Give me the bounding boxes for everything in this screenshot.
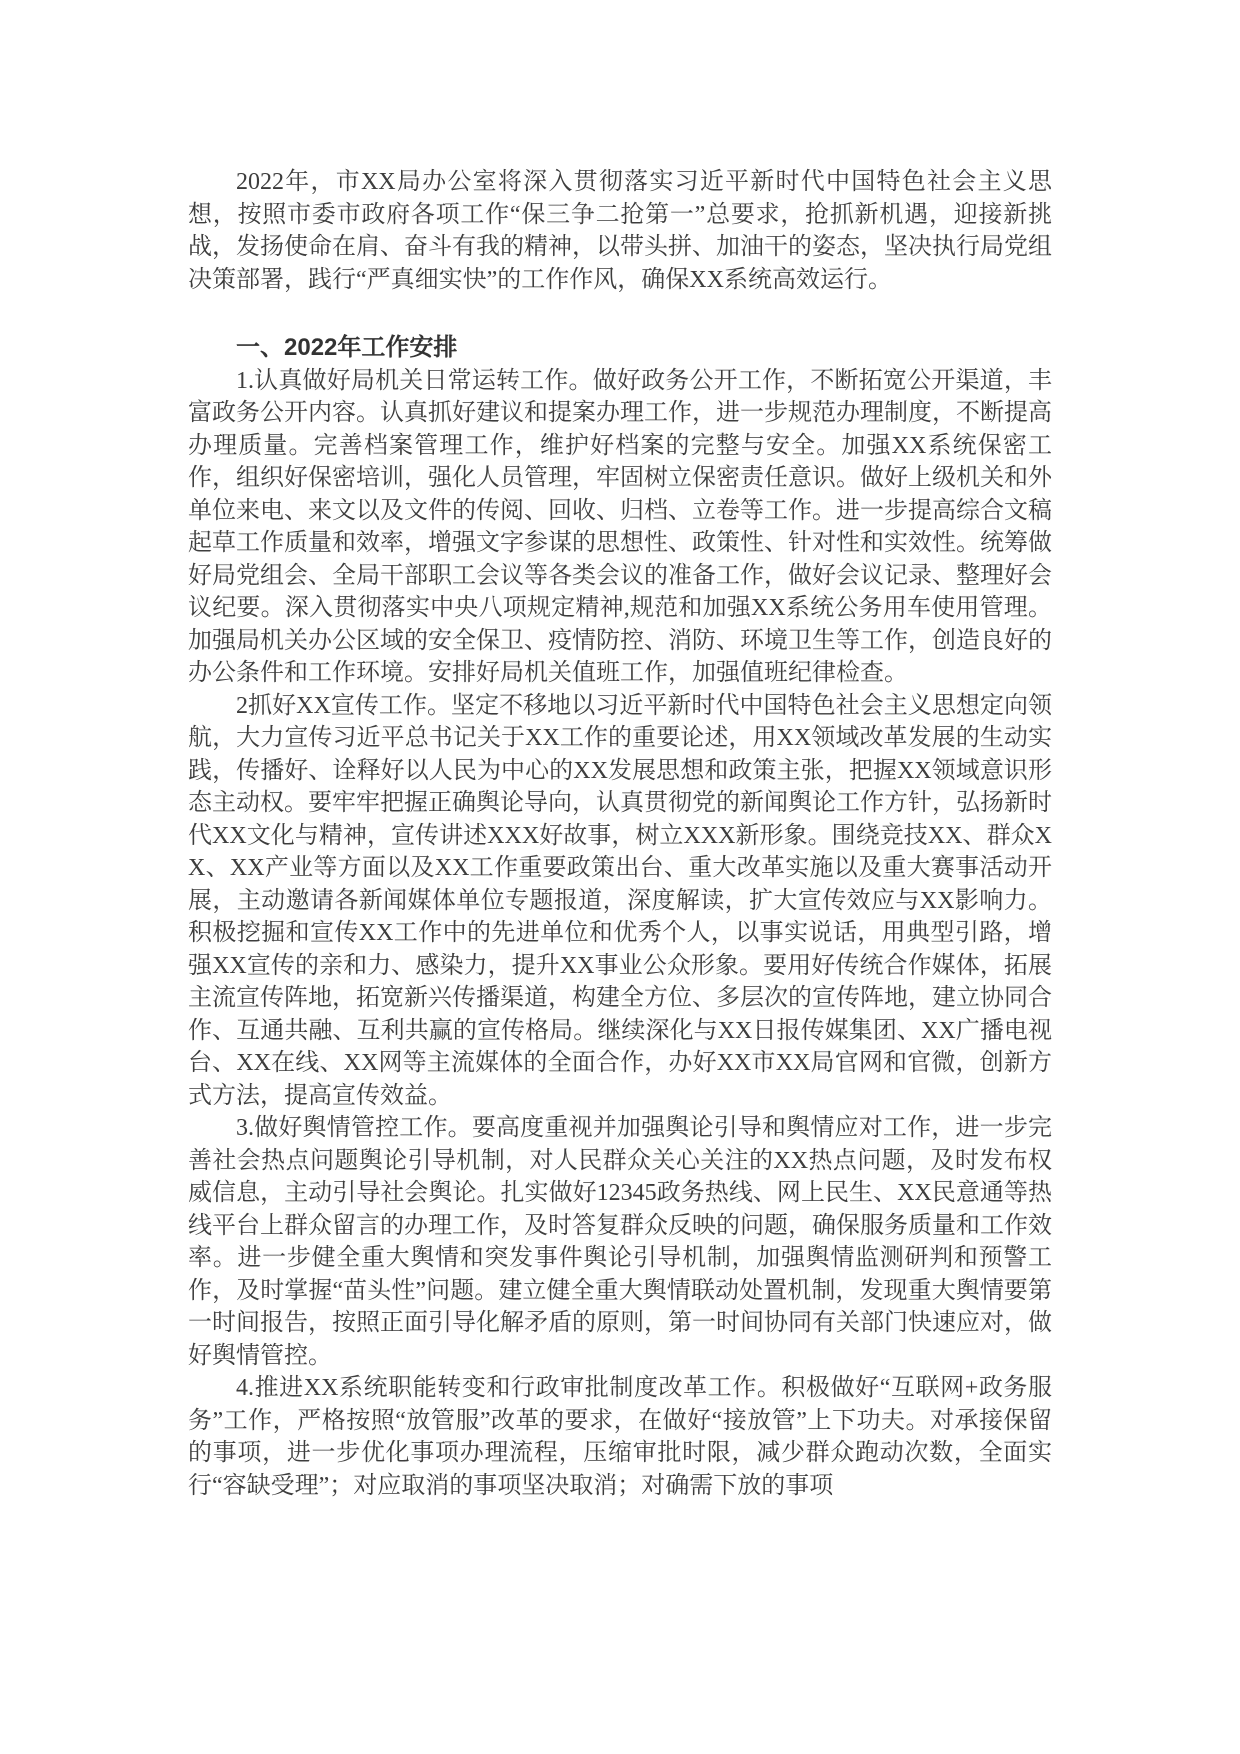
section-heading: 一、2022年工作安排 bbox=[236, 334, 458, 361]
paragraph-list bbox=[188, 365, 1052, 1503]
body-paragraph: 4.推进XX系统职能转变和行政审批制度改革工作。积极做好“互联网+政务服务”工作，严格按照“放管服”改革的要求，在做好“接放管”上下功夫。对承接保留的事项，进一步优化事项办理流程，压缩审批时限，减少群众跑动次数，全面实行“容缺受理”；对应取消的事项坚决取消；对确需下放的事项 bbox=[188, 1375, 1052, 1499]
body-paragraph: 3.做好舆情管控工作。要高度重视并加强舆论引导和舆情应对工作，进一步完善社会热点问题舆论引导机制，对人民群众关心关注的XX热点问题，及时发布权威信息，主动引导社会舆论。扎实做好12345政务热线、网上民生、XX民意通等热线平台上群众留言的办理工作，及时答复群众反映的问题，确保服务质量和工作效率。进一步健全重大舆情和突发事件舆论引导机制，加强舆情监测研判和预警工作，及时掌握“苗头性”问题。建立健全重大舆情联动处置机制，发现重大舆情要第一时间报告，按照正面引导化解矛盾的原则，第一时间协同有关部门快速应对，做好舆情管控。 bbox=[188, 1115, 1052, 1369]
document-body bbox=[188, 166, 1052, 1502]
body-paragraph: 1.认真做好局机关日常运转工作。做好政务公开工作，不断拓宽公开渠道，丰富政务公开内容。认真抓好建议和提案办理工作，进一步规范办理制度，不断提高办理质量。完善档案管理工作，维护好档案的完整与安全。加强XX系统保密工作，组织好保密培训，强化人员管理，牢固树立保密责任意识。做好上级机关和外单位来电、来文以及文件的传阅、回收、归档、立卷等工作。进一步提高综合文稿起草工作质量和效率，增强文字参谋的思想性、政策性、针对性和实效性。统筹做好局党组会、全局干部职工会议等各类会议的准备工作，做好会议记录、整理好会议纪要。深入贯彻落实中央八项规定精神,规范和加强XX系统公务用车使用管理。加强局机关办公区域的安全保卫、疫情防控、消防、环境卫生等工作，创造良好的办公条件和工作环境。安排好局机关值班工作，加强值班纪律检查。 bbox=[188, 367, 1052, 686]
intro-paragraph: 2022年，市XX局办公室将深入贯彻落实习近平新时代中国特色社会主义思想，按照市委市政府各项工作“保三争二抢第一”总要求，抢抓新机遇，迎接新挑战，发扬使命在肩、奋斗有我的精神，以带头拼、加油干的姿态，坚决执行局党组决策部署，践行“严真细实快”的工作作风，确保XX系统高效运行。 bbox=[188, 169, 1052, 293]
body-paragraph: 2抓好XX宣传工作。坚定不移地以习近平新时代中国特色社会主义思想定向领航，大力宣传习近平总书记关于XX工作的重要论述，用XX领域改革发展的生动实践，传播好、诠释好以人民为中心的XX发展思想和政策主张，把握XX领域意识形态主动权。要牢牢把握正确舆论导向，认真贯彻党的新闻舆论工作方针，弘扬新时代XX文化与精神，宣传讲述XXX好故事，树立XXX新形象。围绕竞技XX、群众XX、XX产业等方面以及XX工作重要政策出台、重大改革实施以及重大赛事活动开展，主动邀请各新闻媒体单位专题报道，深度解读，扩大宣传效应与XX影响力。积极挖掘和宣传XX工作中的先进单位和优秀个人，以事实说话，用典型引路，增强XX宣传的亲和力、感染力，提升XX事业公众形象。要用好传统合作媒体，拓展主流宣传阵地，拓宽新兴传播渠道，构建全方位、多层次的宣传阵地，建立协同合作、互通共融、互利共赢的宣传格局。继续深化与XX日报传媒集团、XX广播电视台、XX在线、XX网等主流媒体的全面合作，办好XX市XX局官网和官微，创新方式方法，提高宣传效益。 bbox=[188, 692, 1052, 1109]
